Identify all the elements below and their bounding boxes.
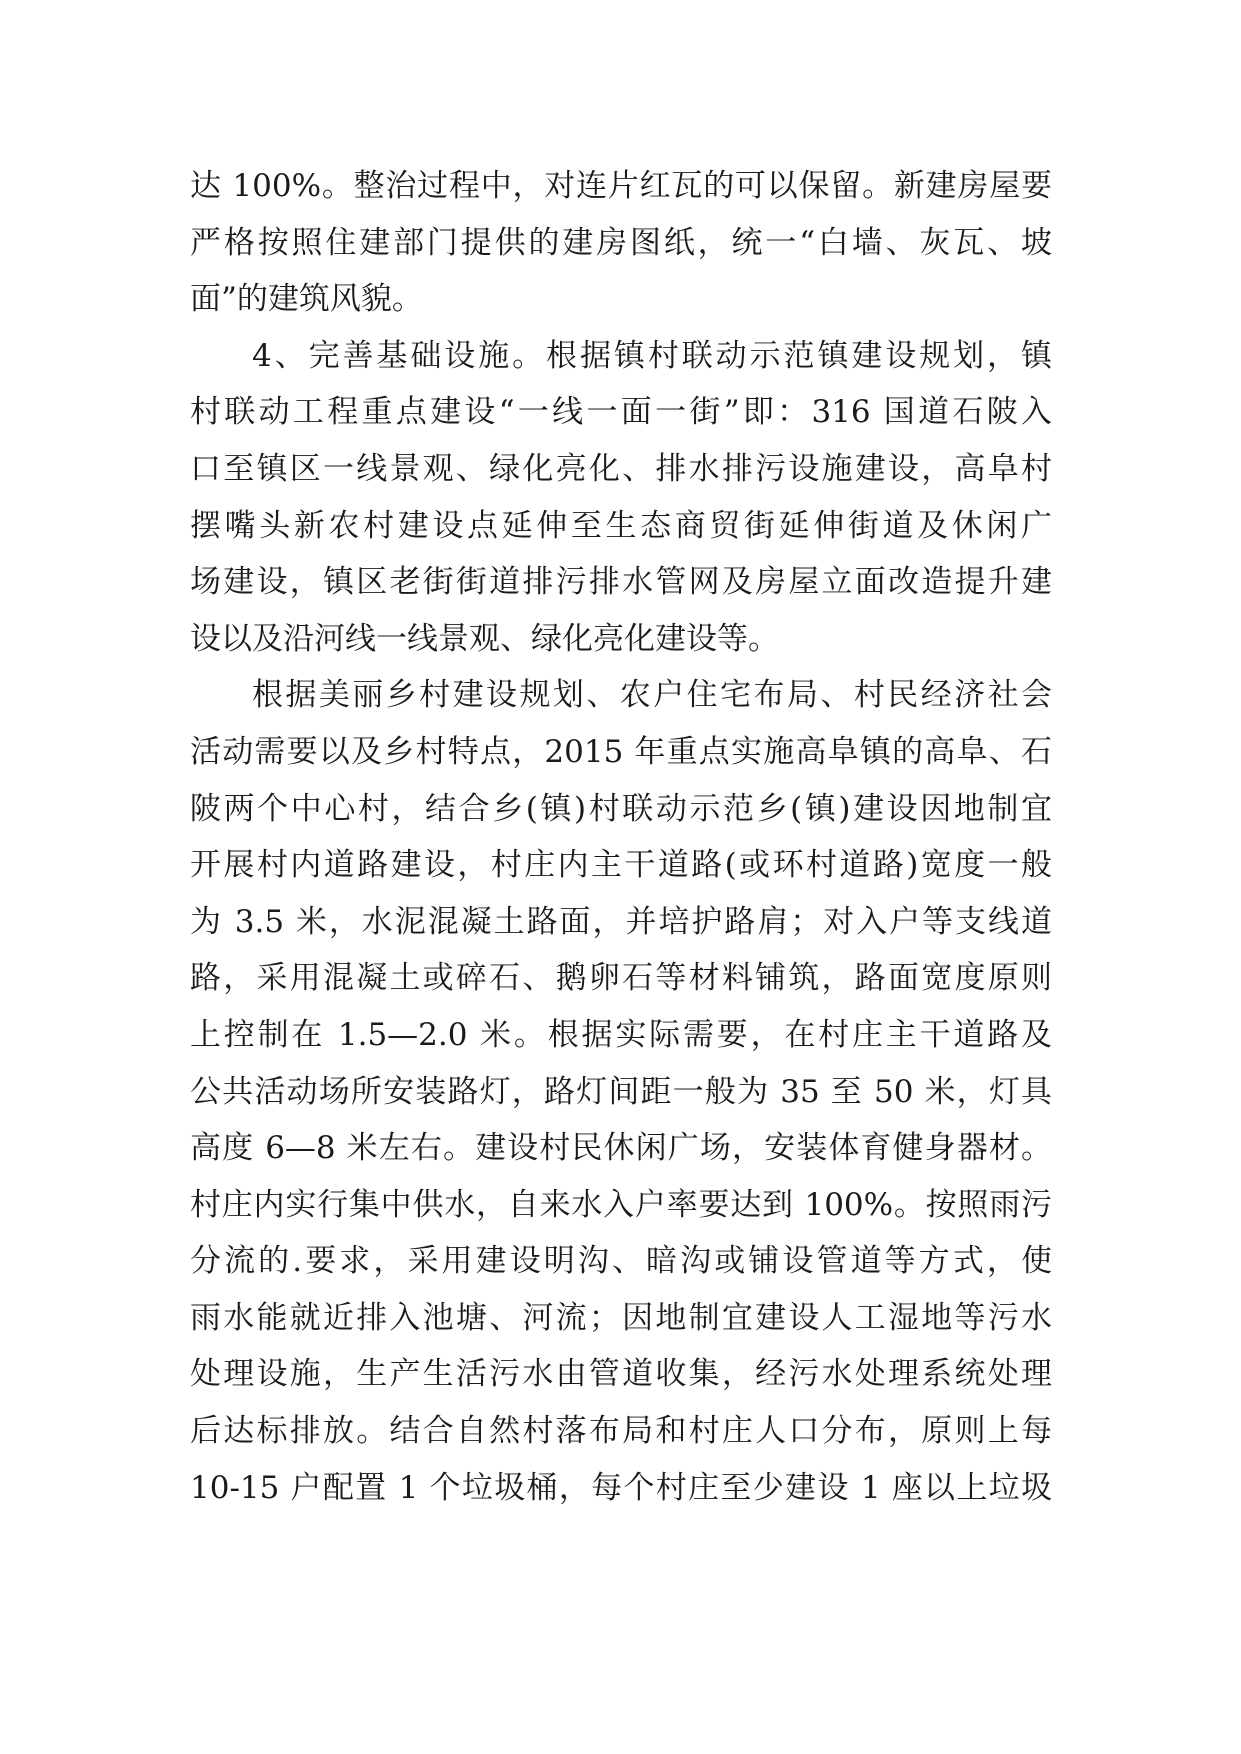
- text-line: 处理设施，生产生活污水由管道收集，经污水处理系统处理: [190, 1356, 1052, 1393]
- text-line: 设以及沿河线一线景观、绿化亮化建设等。: [190, 620, 779, 657]
- text-line: 根据美丽乡村建设规划、农户住宅布局、村民经济社会: [252, 677, 1052, 714]
- text-line: 公共活动场所安装路灯，路灯间距一般为 35 至 50 米，灯具: [190, 1073, 1052, 1110]
- text-line: 4、完善基础设施。根据镇村联动示范镇建设规划，镇: [252, 337, 1052, 374]
- text-line: 雨水能就近排入池塘、河流；因地制宜建设人工湿地等污水: [190, 1299, 1052, 1336]
- text-line: 开展村内道路建设，村庄内主干道路(或环村道路)宽度一般: [190, 847, 1052, 884]
- text-line: 路，采用混凝土或碎石、鹅卵石等材料铺筑，路面宽度原则: [190, 960, 1052, 997]
- text-line: 摆嘴头新农村建设点延伸至生态商贸街延伸街道及休闲广: [190, 507, 1052, 544]
- text-line: 上控制在 1.5—2.0 米。根据实际需要，在村庄主干道路及: [190, 1016, 1052, 1053]
- text-line: 村联动工程重点建设“一线一面一街”即：316 国道石陂入: [190, 394, 1052, 431]
- text-line: 场建设，镇区老街街道排污排水管网及房屋立面改造提升建: [190, 564, 1052, 601]
- text-line: 高度 6—8 米左右。建设村民休闲广场，安装体育健身器材。: [190, 1130, 1052, 1167]
- text-line: 口至镇区一线景观、绿化亮化、排水排污设施建设，高阜村: [190, 450, 1052, 487]
- text-line: 分流的.要求，采用建设明沟、暗沟或铺设管道等方式，使: [190, 1243, 1052, 1280]
- text-line: 为 3.5 米，水泥混凝土路面，并培护路肩；对入户等支线道: [190, 903, 1052, 940]
- text-line: 面”的建筑风貌。: [190, 281, 423, 318]
- text-line: 陂两个中心村，结合乡(镇)村联动示范乡(镇)建设因地制宜: [190, 790, 1052, 827]
- text-line: 村庄内实行集中供水，自来水入户率要达到 100%。按照雨污: [190, 1186, 1052, 1223]
- text-line: 达 100%。整治过程中，对连片红瓦的可以保留。新建房屋要: [190, 168, 1052, 204]
- body-text: [190, 158, 1052, 1516]
- text-line: 后达标排放。结合自然村落布局和村庄人口分布，原则上每: [190, 1413, 1052, 1450]
- text-line: 活动需要以及乡村特点，2015 年重点实施高阜镇的高阜、石: [190, 733, 1052, 770]
- text-line: 严格按照住建部门提供的建房图纸，统一“白墙、灰瓦、坡: [190, 224, 1052, 261]
- text-line: 10-15 户配置 1 个垃圾桶，每个村庄至少建设 1 座以上垃圾: [190, 1469, 1052, 1506]
